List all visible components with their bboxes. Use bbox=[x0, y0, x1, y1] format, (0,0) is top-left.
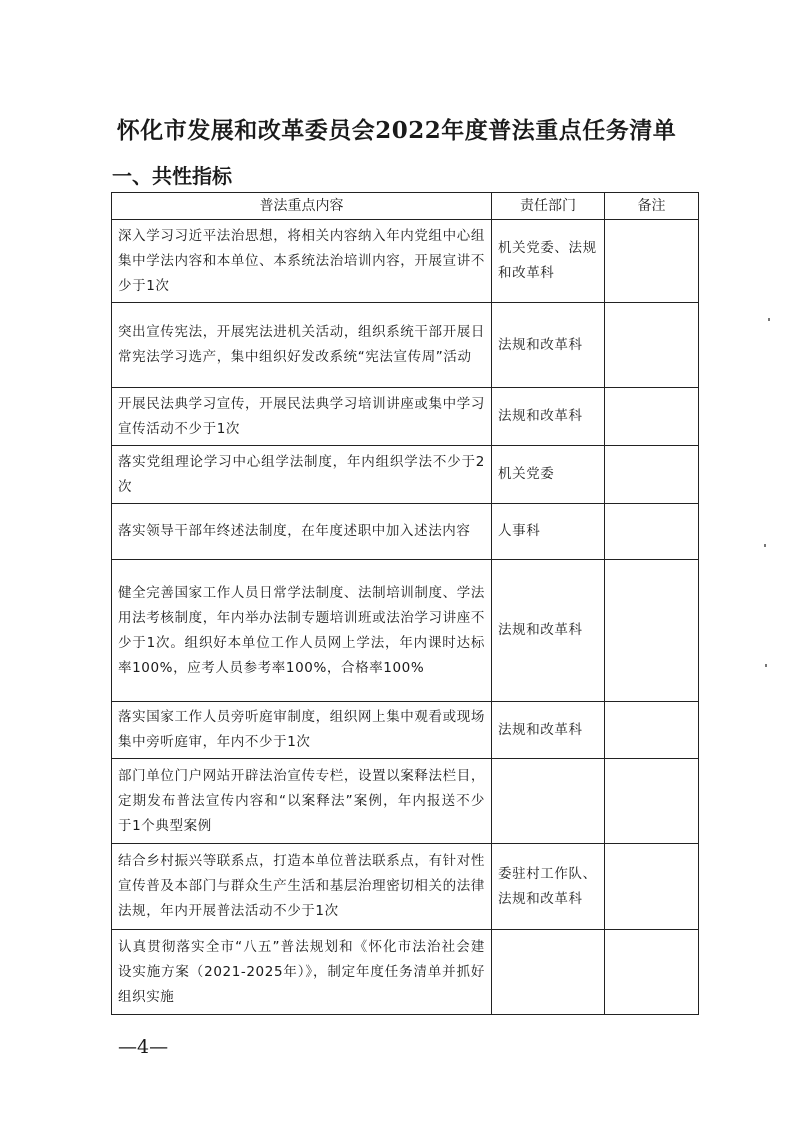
department-cell: 法规和改革科 bbox=[492, 560, 605, 702]
scan-mark bbox=[764, 544, 766, 547]
task-table bbox=[111, 192, 699, 1015]
content-cell: 深入学习习近平法治思想，将相关内容纳入年内党组中心组集中学法内容和本单位、本系统法治培训内容，开展宣讲不少于1次 bbox=[112, 220, 492, 303]
table-row bbox=[112, 759, 699, 844]
department-cell: 机关党委、法规和改革科 bbox=[492, 220, 605, 303]
remarks-cell bbox=[605, 930, 699, 1015]
remarks-cell bbox=[605, 844, 699, 930]
department-cell: 人事科 bbox=[492, 504, 605, 560]
document-title: 怀化市发展和改革委员会2022年度普法重点任务清单 bbox=[116, 117, 677, 144]
scan-mark bbox=[765, 664, 767, 667]
remarks-cell bbox=[605, 303, 699, 388]
remarks-cell bbox=[605, 759, 699, 844]
table-row bbox=[112, 930, 699, 1015]
remarks-cell bbox=[605, 388, 699, 446]
table-row bbox=[112, 844, 699, 930]
header-content: 普法重点内容 bbox=[112, 193, 492, 220]
table-row bbox=[112, 446, 699, 504]
content-cell: 部门单位门户网站开辟法治宣传专栏，设置以案释法栏目，定期发布普法宣传内容和“以案释法”案例，年内报送不少于1个典型案例 bbox=[112, 759, 492, 844]
department-cell bbox=[492, 759, 605, 844]
table-row bbox=[112, 702, 699, 759]
remarks-cell bbox=[605, 702, 699, 759]
header-remarks: 备注 bbox=[605, 193, 699, 220]
remarks-cell bbox=[605, 504, 699, 560]
department-cell: 法规和改革科 bbox=[492, 702, 605, 759]
remarks-cell bbox=[605, 560, 699, 702]
content-cell: 落实国家工作人员旁听庭审制度，组织网上集中观看或现场集中旁听庭审，年内不少于1次 bbox=[112, 702, 492, 759]
table-row bbox=[112, 504, 699, 560]
table-row bbox=[112, 388, 699, 446]
department-cell: 法规和改革科 bbox=[492, 303, 605, 388]
department-cell: 机关党委 bbox=[492, 446, 605, 504]
content-cell: 结合乡村振兴等联系点，打造本单位普法联系点，有针对性宣传普及本部门与群众生产生活和基层治理密切相关的法律法规，年内开展普法活动不少于1次 bbox=[112, 844, 492, 930]
page-number: —4— bbox=[118, 1036, 169, 1058]
section-heading: 一、共性指标 bbox=[112, 164, 232, 188]
content-cell: 开展民法典学习宣传，开展民法典学习培训讲座或集中学习宣传活动不少于1次 bbox=[112, 388, 492, 446]
content-cell: 健全完善国家工作人员日常学法制度、法制培训制度、学法用法考核制度，年内举办法制专题培训班或法治学习讲座不少于1次。组织好本单位工作人员网上学法，年内课时达标率100%，应考人员参考率100%，合格率100% bbox=[112, 560, 492, 702]
department-cell bbox=[492, 930, 605, 1015]
header-department: 责任部门 bbox=[492, 193, 605, 220]
department-cell: 法规和改革科 bbox=[492, 388, 605, 446]
content-cell: 落实领导干部年终述法制度，在年度述职中加入述法内容 bbox=[112, 504, 492, 560]
content-cell: 认真贯彻落实全市“八五”普法规划和《怀化市法治社会建设实施方案（2021-2025年）》，制定年度任务清单并抓好组织实施 bbox=[112, 930, 492, 1015]
department-cell: 委驻村工作队、法规和改革科 bbox=[492, 844, 605, 930]
scan-mark bbox=[768, 318, 770, 321]
table-row bbox=[112, 303, 699, 388]
content-cell: 突出宣传宪法，开展宪法进机关活动，组织系统干部开展日常宪法学习选产，集中组织好发改系统“宪法宣传周”活动 bbox=[112, 303, 492, 388]
content-cell: 落实党组理论学习中心组学法制度，年内组织学法不少于2次 bbox=[112, 446, 492, 504]
remarks-cell bbox=[605, 446, 699, 504]
table-row bbox=[112, 220, 699, 303]
table-header-row bbox=[112, 193, 699, 220]
table-row bbox=[112, 560, 699, 702]
remarks-cell bbox=[605, 220, 699, 303]
